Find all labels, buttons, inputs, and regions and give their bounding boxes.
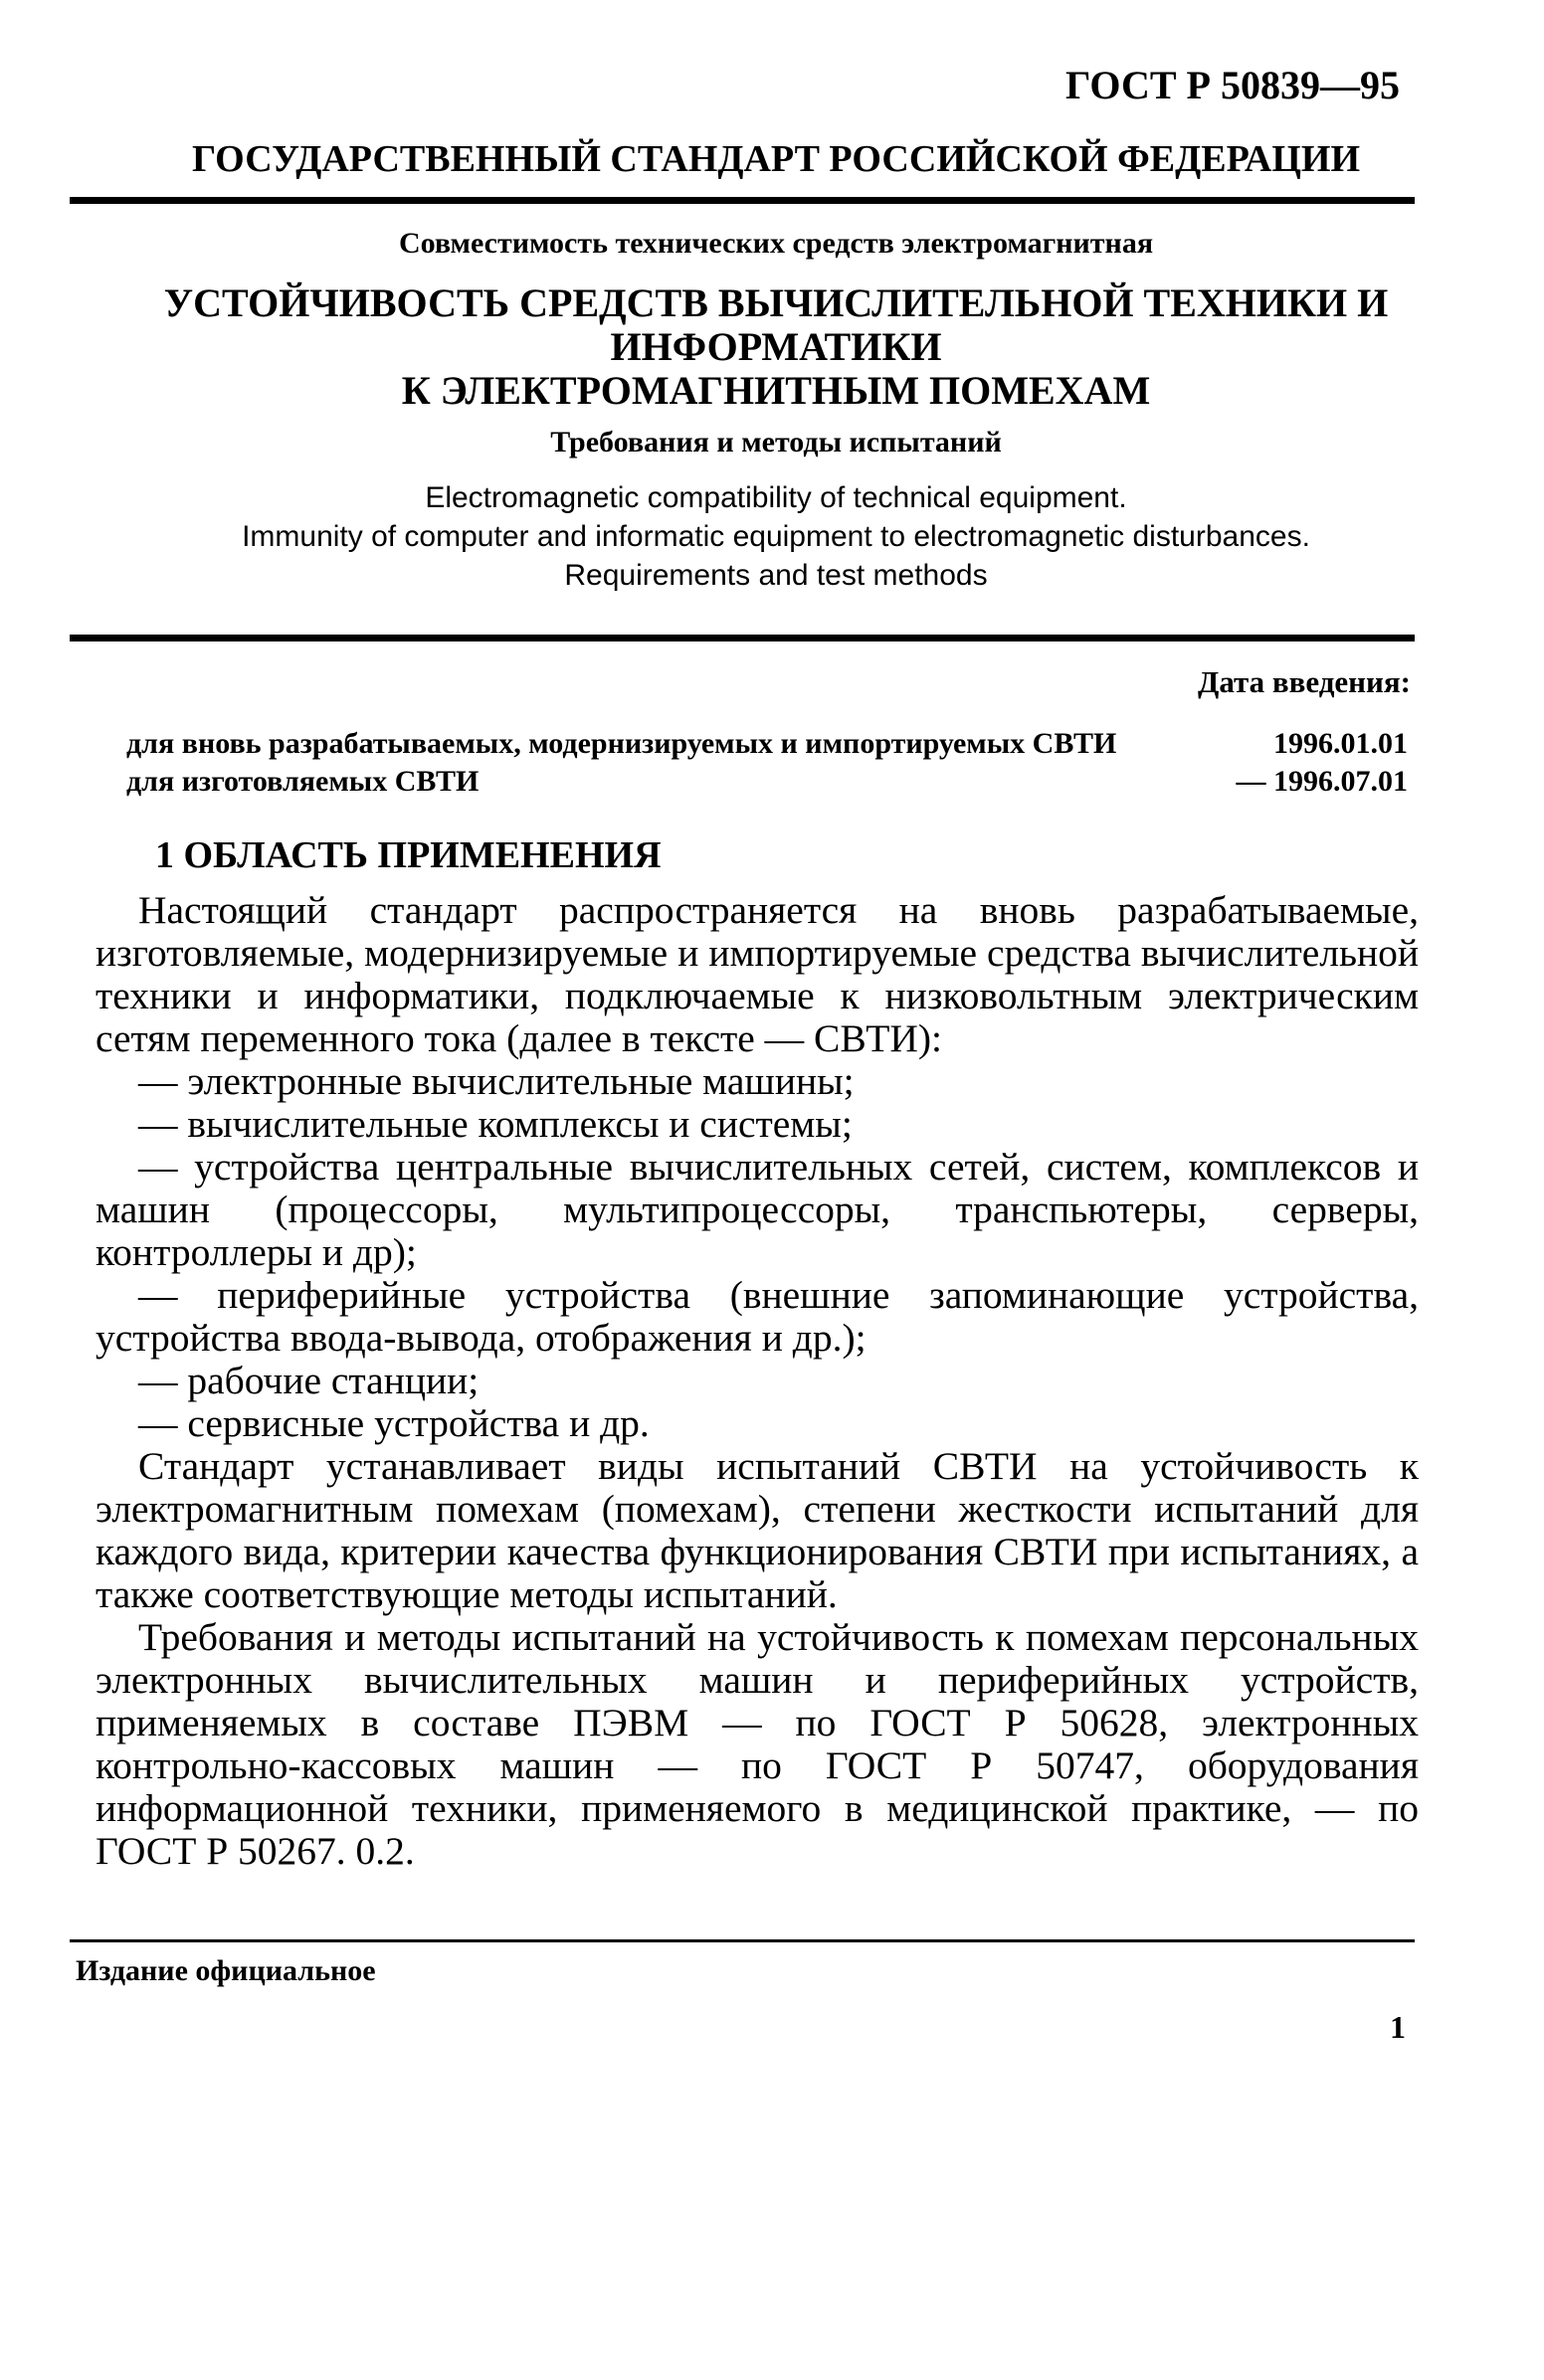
- header-divider: [70, 197, 1415, 204]
- introduction-date-row-label: для изготовляемых СВТИ: [126, 765, 480, 798]
- english-title-line-3: Requirements and test methods: [564, 559, 988, 592]
- scope-list-item: — сервисные устройства и др.: [138, 1401, 650, 1445]
- introduction-date-label: Дата введения:: [1198, 664, 1411, 699]
- official-edition-label: Издание официальное: [76, 1954, 376, 1987]
- footer-divider: [70, 1939, 1415, 1942]
- state-standard-heading: ГОСУДАРСТВЕННЫЙ СТАНДАРТ РОССИЙСКОЙ ФЕДЕРАЦИИ: [191, 138, 1361, 180]
- scope-list-item: — рабочие станции;: [138, 1359, 480, 1402]
- introduction-date-row-label: для вновь разрабатываемых, модернизируемых и импортируемых СВТИ: [126, 727, 1117, 760]
- section-1-body: [96, 889, 1419, 1873]
- introduction-date-row-value: — 1996.07.01: [1236, 765, 1408, 798]
- introduction-date-row: [126, 727, 1408, 761]
- title-line-3: К ЭЛЕКТРОМАГНИТНЫМ ПОМЕХАМ: [401, 368, 1151, 413]
- standard-subtitle: Требования и методы испытаний: [550, 426, 1002, 458]
- references-paragraph: Требования и методы испытаний на устойчивость к помехам персональных электронных вычислительных машин и периферийных устройств, применяемых в составе ПЭВМ — по ГОСТ Р 50628, электронных контрольно-кассовых машин — по ГОСТ Р 50747, оборудования информационной техники, применяемого в медицинской практике, — по ГОСТ Р 50267. 0.2.: [96, 1615, 1419, 1873]
- document-number: ГОСТ Р 50839—95: [1064, 63, 1400, 107]
- standard-title: [70, 281, 1482, 413]
- scope-list-item: — электронные вычислительные машины;: [138, 1059, 855, 1103]
- introduction-date-row: [126, 765, 1408, 799]
- scope-list-item: — устройства центральные вычислительных сетей, систем, комплексов и машин (процессоры, мультипроцессоры, транспьютеры, серверы, контроллеры и др);: [96, 1145, 1419, 1274]
- scope-paragraph: Настоящий стандарт распространяется на вновь разрабатываемые, изготовляемые, модернизируемые и импортируемые средства вычислительной техники и информатики, подключаемые к низковольтным электрическим сетям переменного тока (далее в тексте — СВТИ):: [96, 888, 1419, 1060]
- english-title-line-2: Immunity of computer and informatic equipment to electromagnetic disturbances.: [242, 520, 1310, 553]
- scope-list-item: — вычислительные комплексы и системы;: [138, 1102, 853, 1146]
- english-title-line-1: Electromagnetic compatibility of technical equipment.: [425, 481, 1127, 514]
- title-line-2: ИНФОРМАТИКИ: [610, 324, 942, 369]
- section-1-heading: 1 ОБЛАСТЬ ПРИМЕНЕНИЯ: [155, 834, 662, 876]
- english-title: [70, 478, 1482, 595]
- page-number: 1: [1390, 2009, 1406, 2045]
- title-line-1: УСТОЙЧИВОСТЬ СРЕДСТВ ВЫЧИСЛИТЕЛЬНОЙ ТЕХНИКИ И: [163, 280, 1389, 325]
- introduction-date-row-value: 1996.01.01: [1273, 727, 1408, 760]
- scope-list-item: — периферийные устройства (внешние запоминающие устройства, устройства ввода-вывода, отображения и др.);: [96, 1273, 1419, 1360]
- title-divider: [70, 635, 1415, 641]
- tests-paragraph: Стандарт устанавливает виды испытаний СВТИ на устойчивость к электромагнитным помехам (помехам), степени жесткости испытаний для каждого вида, критерии качества функционирования СВТИ при испытаниях, а также соответствующие методы испытаний.: [96, 1444, 1419, 1616]
- compatibility-line: Совместимость технических средств электромагнитная: [398, 227, 1154, 260]
